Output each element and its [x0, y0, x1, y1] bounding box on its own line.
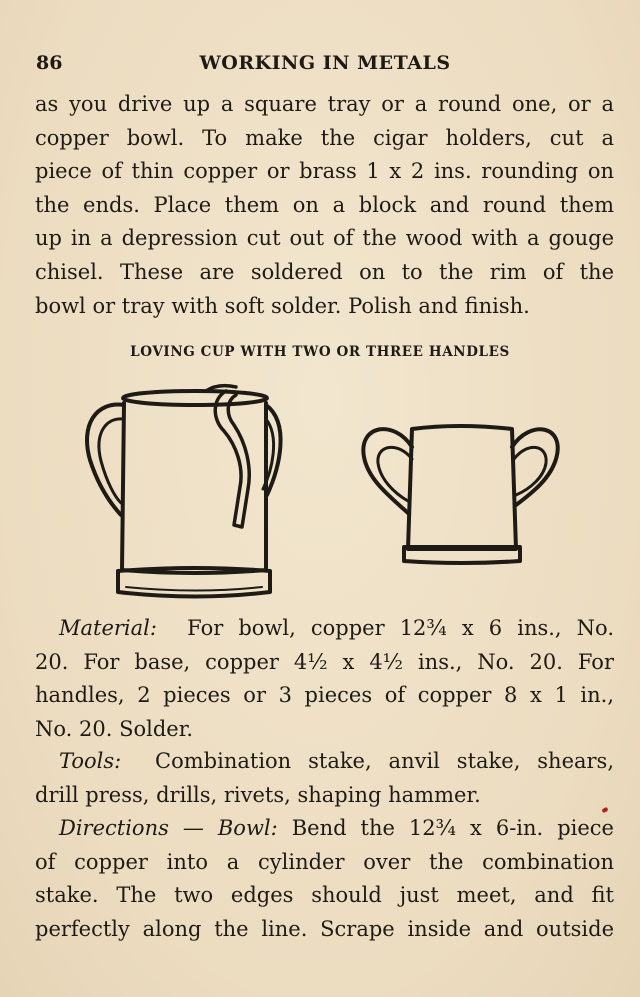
three-handle-loving-cup [87, 386, 281, 597]
page-header [36, 52, 614, 78]
text-line: as you drive up a square tray or a round one, or a [35, 92, 614, 116]
text-line: No. 20. Solder. [35, 716, 194, 741]
material-label: Material: [59, 616, 157, 640]
two-handle-loving-cup [363, 426, 557, 563]
text-line: handles, 2 pieces or 3 pieces of copper 8 x 1 in., [35, 683, 614, 708]
text-line [35, 745, 614, 779]
text-line: the ends. Place them on a block and round them [35, 192, 614, 217]
figure-caption: LOVING CUP WITH TWO OR THREE HANDLES [130, 344, 510, 360]
intro-paragraph [35, 88, 614, 323]
text-line: chisel. These are soldered on to the rim of the [35, 259, 614, 284]
directions-text: Bend the 12¾ x 6-in. piece [291, 816, 614, 840]
text-line: stake. The two edges should just meet, and fit [35, 883, 614, 908]
directions-label: Directions — Bowl: [59, 816, 278, 840]
tools-label: Tools: [59, 749, 122, 773]
text-line: of copper into a cylinder over the combination [35, 849, 614, 874]
directions-paragraph [35, 812, 614, 946]
tools-text: Combination stake, anvil stake, shears, [155, 749, 615, 773]
text-line [35, 812, 614, 846]
text-line: up in a depression cut out of the wood with a gouge [35, 226, 614, 251]
page-number: 86 [36, 52, 63, 74]
loving-cup-illustrations [0, 375, 640, 605]
material-text: For bowl, copper 12¾ x 6 ins., No. [187, 616, 614, 640]
text-line: copper bowl. To make the cigar holders, cut a [35, 125, 614, 150]
running-head: WORKING IN METALS [199, 52, 451, 74]
text-line [35, 612, 614, 646]
tools-paragraph [35, 745, 614, 812]
text-line: piece of thin copper or brass 1 x 2 ins. rounding on [35, 159, 614, 184]
text-line: perfectly along the line. Scrape inside and outside [35, 916, 614, 941]
text-line: bowl or tray with soft solder. Polish and finish. [35, 293, 530, 318]
text-line: 20. For base, copper 4½ x 4½ ins., No. 20. For [35, 649, 614, 674]
text-line: drill press, drills, rivets, shaping hammer. [35, 782, 481, 807]
material-paragraph [35, 612, 614, 746]
